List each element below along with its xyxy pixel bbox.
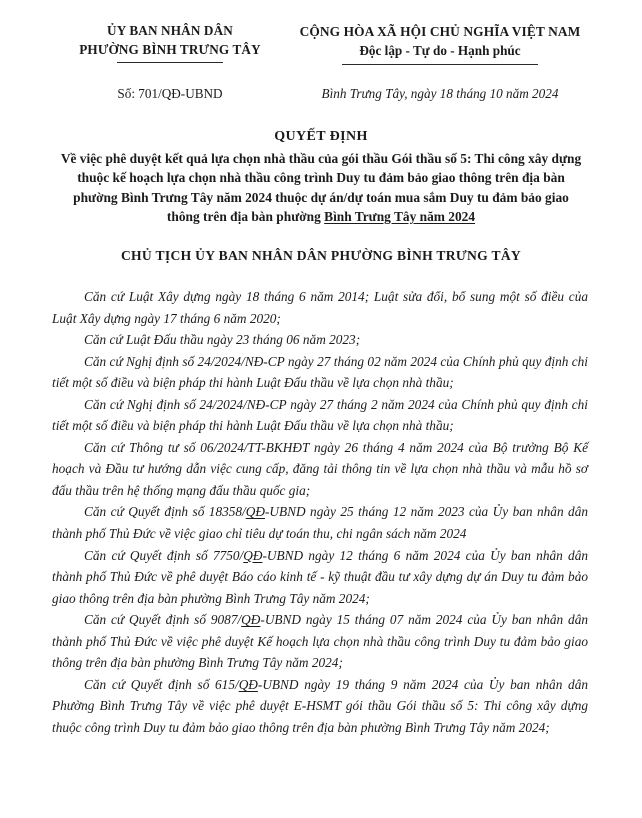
document-body bbox=[52, 286, 590, 738]
body-paragraph-suffix: -UBND ngày 19 tháng 9 năm 2024 của Ủy ban nhân dân Phường Bình Trưng Tây về việc phê duyệt E-HSMT gói thầu Gói thầu số 5: Thi công xây dựng thuộc công trình Duy tu đảm bảo giao thông trên địa bàn phường Bình Trưng Tây năm 2024; bbox=[52, 676, 589, 735]
document-subject bbox=[52, 149, 590, 226]
body-paragraph-prefix: Căn cứ Quyết định số 18358/ bbox=[84, 504, 246, 520]
body-paragraph-suffix: -UBND ngày 12 tháng 6 năm 2024 của Ủy ban nhân dân thành phố Thủ Đức về phê duyệt Báo cáo kinh tế - kỹ thuật đầu tư xây dựng dự án Duy tu đảm bảo giao thông trên địa bàn phường Bình Trưng Tây năm 2024; bbox=[52, 547, 588, 606]
issuing-authority-line-1: ỦY BAN NHÂN DÂN bbox=[107, 23, 233, 38]
national-title: CỘNG HÒA XÃ HỘI CHỦ NGHĨA VIỆT NAM bbox=[299, 24, 581, 39]
national-motto: Độc lập - Tự do - Hạnh phúc bbox=[359, 43, 521, 59]
body-paragraph: Căn cứ Nghị định số 24/2024/NĐ-CP ngày 27 tháng 2 năm 2024 của Chính phủ quy định chi tiết một số điều và biện pháp thi hành Luật Đấu thầu về lựa chọn nhà thầu; bbox=[52, 396, 588, 434]
issuing-authority-underline bbox=[117, 62, 223, 63]
body-paragraph-underlined: QĐ bbox=[238, 676, 258, 692]
body-paragraph: Căn cứ Luật Đấu thầu ngày 23 tháng 06 năm 2023; bbox=[84, 332, 361, 348]
national-heading-block bbox=[290, 22, 590, 65]
body-paragraph-prefix: Căn cứ Quyết định số 9087/ bbox=[84, 612, 242, 628]
document-subject-underlined: Bình Trưng Tây năm 2024 bbox=[324, 208, 476, 224]
document-number: Số: 701/QĐ-UBND bbox=[117, 85, 223, 101]
body-paragraph: Căn cứ Nghị định số 24/2024/NĐ-CP ngày 27 tháng 02 năm 2024 của Chính phủ quy định chi tiết một số điều và biện pháp thi hành Luật Đấu thầu về lựa chọn nhà thầu; bbox=[52, 353, 588, 391]
document-subject-text: Về việc phê duyệt kết quả lựa chọn nhà thầu của gói thầu Gói thầu số 5: Thi công xây dựng thuộc kế hoạch lựa chọn nhà thầu công trình Duy tu đảm bảo giao thông trên địa bàn phường Bình Trưng Tây năm 2024 thuộc dự án/dự toán mua sắm Duy tu đảm bảo giao thông trên địa bàn phường bbox=[60, 150, 582, 224]
body-paragraph-prefix: Căn cứ Quyết định số 615/ bbox=[84, 676, 239, 692]
issuing-authority-line-2: PHƯỜNG BÌNH TRƯNG TÂY bbox=[79, 41, 261, 57]
title-block bbox=[52, 128, 590, 226]
body-paragraph bbox=[52, 674, 590, 739]
body-paragraph: Căn cứ Thông tư số 06/2024/TT-BKHĐT ngày 26 tháng 4 năm 2024 của Bộ trưởng Bộ Kế hoạch và Đầu tư hướng dẫn việc cung cấp, đăng tải thông tin về lựa chọn nhà thầu và mẫu hồ sơ đấu thầu trên hệ thống mạng đấu thầu quốc gia; bbox=[52, 439, 588, 498]
signing-authority-heading: CHỦ TỊCH ỦY BAN NHÂN DÂN PHƯỜNG BÌNH TRƯNG TÂY bbox=[120, 248, 522, 264]
national-motto-underline bbox=[342, 64, 538, 65]
document-header bbox=[52, 22, 590, 65]
issuing-authority-block bbox=[52, 22, 288, 63]
document-type-heading: QUYẾT ĐỊNH bbox=[274, 128, 368, 144]
document-place-date: Bình Trưng Tây, ngày 18 tháng 10 năm 2024 bbox=[321, 85, 559, 101]
body-paragraph-underlined: QĐ bbox=[245, 504, 265, 520]
body-paragraph: Căn cứ Luật Xây dựng ngày 18 tháng 6 năm 2014; Luật sửa đổi, bổ sung một số điều của Luật Xây dựng ngày 17 tháng 6 năm 2020; bbox=[52, 289, 588, 326]
body-paragraph bbox=[52, 545, 590, 610]
body-paragraph-underlined: QĐ bbox=[243, 547, 263, 563]
document-meta-row bbox=[52, 86, 590, 102]
body-paragraph bbox=[52, 501, 590, 544]
body-paragraph-suffix: -UBND ngày 15 tháng 07 năm 2024 của Ủy ban nhân dân thành phố Thủ Đức về việc phê duyệt Kế hoạch lựa chọn nhà thầu công trình Duy tu đảm bảo giao thông trên địa bàn phường Bình Trưng Tây năm 2024; bbox=[52, 612, 588, 671]
body-paragraph bbox=[52, 609, 590, 674]
body-paragraph-suffix: -UBND ngày 25 tháng 12 năm 2023 của Ủy ban nhân dân thành phố Thủ Đức về việc giao chỉ tiêu dự toán thu, chi ngân sách năm 2024 bbox=[52, 504, 588, 541]
body-paragraph-underlined: QĐ bbox=[241, 612, 261, 628]
body-paragraph-prefix: Căn cứ Quyết định số 7750/ bbox=[84, 547, 244, 563]
